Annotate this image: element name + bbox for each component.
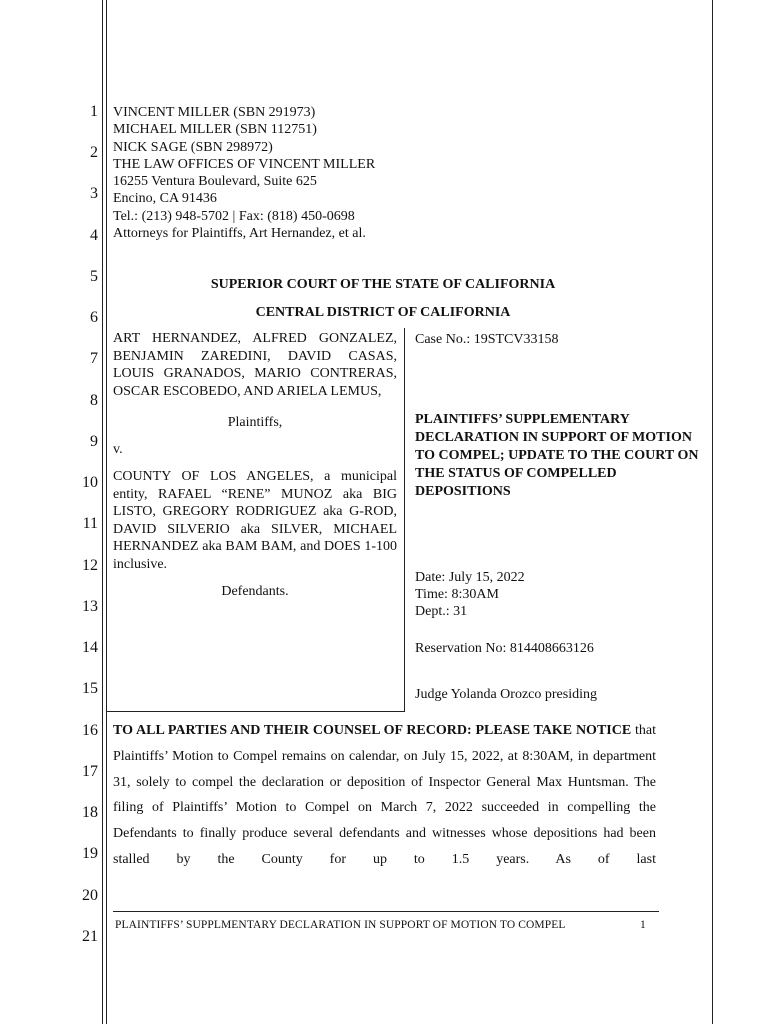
defendants-label: Defendants. — [221, 584, 289, 599]
footer-rule — [113, 911, 659, 912]
line-number: 15 — [82, 680, 98, 697]
plaintiffs-label: Plaintiffs, — [227, 415, 283, 430]
line-number: 9 — [90, 433, 98, 450]
notice-lead: TO ALL PARTIES AND THEIR COUNSEL OF RECORD: PLEASE TAKE NOTICE — [113, 723, 632, 738]
line-number: 18 — [82, 804, 98, 821]
footer-title: PLAINTIFFS’ SUPPLMENTARY DECLARATION IN SUPPORT OF MOTION TO COMPEL — [115, 919, 566, 931]
counsel-block — [113, 104, 375, 242]
counsel-line: Tel.: (213) 948-5702 | Fax: (818) 450-0698 — [113, 208, 355, 224]
hearing-time: Time: 8:30AM — [415, 587, 499, 602]
reservation-number: Reservation No: 814408663126 — [415, 641, 594, 656]
counsel-line: 16255 Ventura Boulevard, Suite 625 — [113, 174, 317, 190]
counsel-line: Encino, CA 91436 — [113, 191, 217, 207]
defendants-names: COUNTY OF LOS ANGELES, a municipal entity, RAFAEL “RENE” MUNOZ aka BIG LISTO, GREGORY RODRIGUEZ aka G-ROD, DAVID SILVERIO aka SILVER, MICHAEL HERNANDEZ aka BAM BAM, and DOES 1-100 inclusive. — [113, 469, 397, 572]
line-number: 14 — [82, 639, 98, 656]
hearing-date: Date: July 15, 2022 — [415, 570, 525, 585]
counsel-line: NICK SAGE (SBN 298972) — [113, 139, 273, 155]
court-name: SUPERIOR COURT OF THE STATE OF CALIFORNIA — [210, 277, 556, 292]
line-number: 20 — [82, 887, 98, 904]
hearing-dept: Dept.: 31 — [415, 604, 468, 619]
line-number: 17 — [82, 763, 98, 780]
line-number: 12 — [82, 557, 98, 574]
case-number: Case No.: 19STCV33158 — [415, 332, 559, 347]
plaintiffs-names: ART HERNANDEZ, ALFRED GONZALEZ, BENJAMIN ZAREDINI, DAVID CASAS, LOUIS GRANADOS, MARIO CONTRERAS, OSCAR ESCOBEDO, AND ARIELA LEMUS, — [113, 331, 397, 399]
line-number: 5 — [90, 268, 98, 285]
line-number: 3 — [90, 185, 98, 202]
line-number: 21 — [82, 928, 98, 945]
line-number: 2 — [90, 144, 98, 161]
margin-rule-outer — [102, 0, 103, 1024]
counsel-line: VINCENT MILLER (SBN 291973) — [113, 105, 316, 120]
page-number: 1 — [640, 919, 646, 931]
line-number: 10 — [82, 474, 98, 491]
line-number: 16 — [82, 722, 98, 739]
counsel-line: THE LAW OFFICES OF VINCENT MILLER — [113, 156, 376, 172]
notice-text: that Plaintiffs’ Motion to Compel remains on calendar, on July 15, 2022, at 8:30AM, in department 31, solely to compel the declaration or deposition of Inspector General Max Huntsman. The filing of Plaintiffs’ Motion to Compel on March 7, 2022 succeeded in compelling the Defendants to finally produce several defendants and witnesses whose depositions had been stalled by the County for up to 1.5 years. As of last — [113, 723, 656, 867]
line-number: 6 — [90, 309, 98, 326]
versus-label: v. — [113, 441, 123, 457]
caption-bottom-rule — [106, 711, 404, 712]
line-number: 8 — [90, 392, 98, 409]
counsel-line: Attorneys for Plaintiffs, Art Hernandez, et al. — [113, 226, 366, 242]
margin-rule-inner — [106, 0, 107, 1024]
margin-rule-right — [712, 0, 713, 1024]
document-title: PLAINTIFFS’ SUPPLEMENTARY DECLARATION IN SUPPORT OF MOTION TO COMPEL; UPDATE TO THE COURT ON THE STATUS OF COMPELLED DEPOSITIONS — [415, 412, 699, 499]
line-number: 7 — [90, 350, 98, 367]
notice-paragraph — [113, 718, 656, 873]
line-number: 19 — [82, 845, 98, 862]
presiding-judge: Judge Yolanda Orozco presiding — [415, 687, 597, 702]
line-number: 11 — [82, 515, 98, 532]
line-number: 13 — [82, 598, 98, 615]
counsel-line: MICHAEL MILLER (SBN 112751) — [113, 122, 317, 138]
caption-parties — [113, 330, 397, 601]
line-number: 1 — [90, 103, 98, 120]
line-number: 4 — [90, 227, 98, 244]
caption-divider — [404, 328, 405, 712]
court-district: CENTRAL DISTRICT OF CALIFORNIA — [255, 305, 511, 320]
